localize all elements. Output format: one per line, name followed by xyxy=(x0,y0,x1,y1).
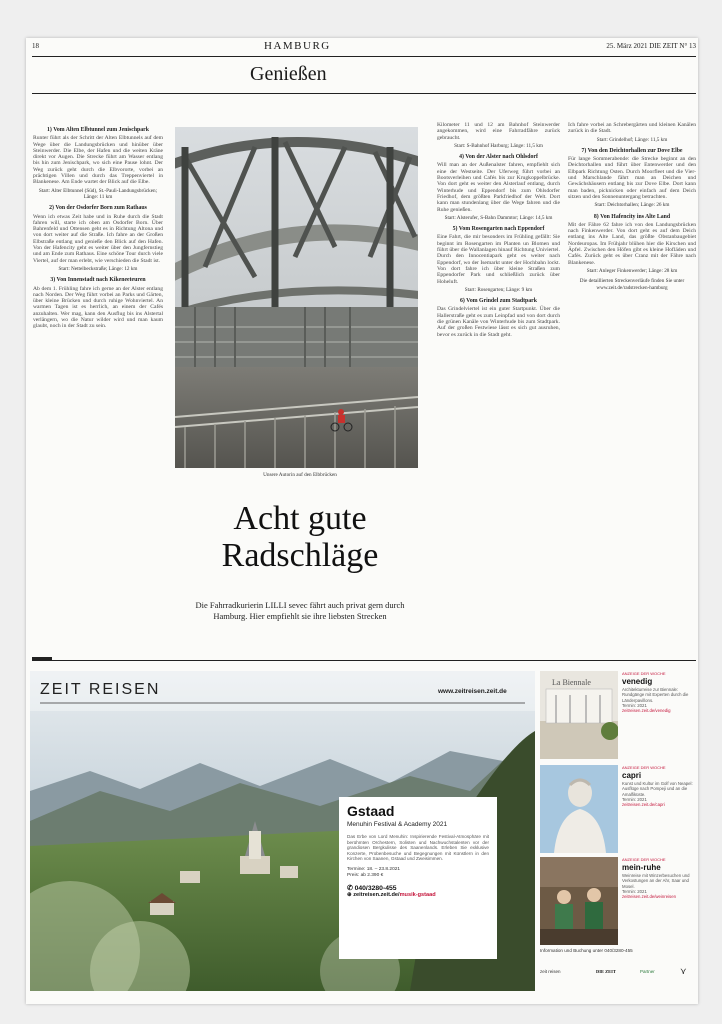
route-heading: 7) Von den Deichtorhallen zur Dove Elbe xyxy=(581,147,683,154)
side-ad-date: Termin: 2021 xyxy=(622,888,647,894)
page-number: 18 xyxy=(32,42,39,50)
ad-web-link[interactable] xyxy=(347,892,489,898)
route-heading: 8) Von Hafencity ins Alte Land xyxy=(593,213,671,220)
route-body: Eine Fahrt, die mir besonders im Frühling gefällt: Sie beginnt im Rosengarten im Planten un Blomen und führt über die Wallanlagen hinauf Richtung Univiertel. Durch den Innocentiapark geht es weiter nach Eppendorf, wo der Isemarkt unter der Hochbahn lockt. Von dort fahre ich über kleine Straßen zum Eppendorfer Park und schließlich zurück über Hoheluft. xyxy=(437,234,560,285)
article-column-1 xyxy=(33,122,163,652)
route-meta: Start: Alsterufer, S-Bahn Dammtor; Länge: 14,5 km xyxy=(444,214,553,221)
kicker-rule xyxy=(32,93,696,94)
side-ad-wine[interactable] xyxy=(622,857,696,945)
running-head xyxy=(32,42,696,54)
route-body: Das Grindelviertel ist ein guter Startpunkt. Über die Hallerstraße geht es zum Leinpfad und von dort durch die grünen Kanäle von Winterhude bis zum Stadtpark. Auf der großen Festwiese lässt es sich gut ausruhen, bevor es zurück in die Stadt geht. xyxy=(437,306,560,338)
route-body: Mit der Fähre 62 fahre ich von den Landungsbrücken nach Finkenwerder. Von dort geht es auf dem Deich entlang ins Alte Land, das größte Obstanbaugebiet Nordeuropas. Im Frühjahr blühen hier die Kirschen und Äpfel. Zwischen den Höfen gibt es kleine Hofläden und Cafés. Zurück geht es über Cranz mit der Fähre nach Blankenese. xyxy=(568,221,696,266)
route-heading: 2) Von der Osdorfer Born zum Rathaus xyxy=(49,205,147,212)
logo-zeit-reisen: zeit reisen xyxy=(540,969,561,974)
side-ad-body: Architekturreise zur Biennale: Rundgänge mit Experten durch die Länderpavillons. xyxy=(622,687,689,703)
ad-web-prefix: zeitreisen.zeit.de/ xyxy=(353,891,400,898)
route-heading: 3) Von Innenstadt nach Kikeneeteuren xyxy=(50,277,146,284)
zeit-reisen-logo: ZEIT REISEN xyxy=(40,681,161,698)
ad-title: Gstaad xyxy=(347,803,395,819)
ad-phone[interactable] xyxy=(347,884,489,892)
capri-ad-image xyxy=(540,765,618,853)
side-ad-footer: Information und Buchung unter 040/3280-455 xyxy=(540,948,633,953)
wine-ad-image xyxy=(540,857,618,945)
side-ad-title: capri xyxy=(622,771,642,781)
route-body: Runter führt als der Schritt der Alten Elbtunnels auf dem Wege über die Landungsbrücken und hinüber über Steinwerder. Die Elbe, der Hafen und die weiten Kräne direkt vor Augen. Die Strecke führt am Wasser entlang bis hin zum Jenischpark, wo sich eine Pause lohnt. Der Weg zurück geht durch die Elbvororte, vorbei an prächtigen Villen und durch das Treppenviertel in Blankenese. Am Ende wartet der Blick auf die Elbe. xyxy=(33,135,163,186)
side-ad-label: ANZEIGE DER WOCHE xyxy=(622,765,666,770)
ad-dates: Termine: 18. – 23.8.2021 Preis: ab 2.390 € xyxy=(347,866,401,878)
section-name: HAMBURG xyxy=(264,40,331,52)
photo-caption: Unsere Autorin auf den Elbbrücken xyxy=(263,472,337,478)
side-ad-date: Termin: 2021 xyxy=(622,702,647,708)
article-column-4 xyxy=(437,122,560,642)
svg-text:La Biennale: La Biennale xyxy=(552,678,591,687)
ad-offer-box xyxy=(339,797,497,959)
bridge-photo xyxy=(175,127,418,468)
side-ad-link[interactable]: zeitreisen.zeit.de/venedig xyxy=(622,708,671,714)
route-heading: 6) Vom Grindel zum Stadtpark xyxy=(460,298,537,305)
route-heading: 4) Von der Alster nach Ohlsdorf xyxy=(459,154,538,161)
globe-icon: ⊕ xyxy=(347,891,354,898)
route-meta: Start: Rosengarten; Länge: 9 km xyxy=(464,286,533,293)
route-meta: Start: Nettelbeckstraße; Länge: 12 km xyxy=(58,265,138,272)
side-ad-body: Kunst und Kultur im Golf von Neapel: Ausflüge nach Pompeji und an die Amalfiküste. xyxy=(622,781,693,797)
ad-web-suffix: musik-gstaad xyxy=(399,891,436,898)
route-body: Für lange Sommerabende: die Strecke beginnt an den Deichtorhallen und führt über Entenwerder und den Elbpark Richtung Osten. Durch Moorfleet und die Vier- und Marschlande fährt man an Deichen und Gewächshäusern entlang bis zur Dove Elbe. Dort kann man baden, picknicken oder einfach auf dem Deich sitzen und den Sonnenuntergang betrachten. xyxy=(568,156,696,200)
side-ad-title: venedig xyxy=(622,677,653,687)
ad-body: Das Erbe von Lord Menuhin: Inspirierende Festival-Atmosphäre mit berühmten Orchestern, Solisten und Nachwuchstalenten vor der grandiosen Bergkulisse des Saanenlands. Erleben Sie exklusive Konzerte, Probenbesuche und Begegnungen mit Künstlern in den Kirchen von Saanen, Gstaad und Zweisimmen. xyxy=(347,834,489,862)
ad-url[interactable]: www.zeitreisen.zeit.de xyxy=(438,688,507,695)
ad-phone-number: 040/3280-455 xyxy=(354,884,397,892)
venedig-ad-image xyxy=(540,671,618,759)
side-ad-label: ANZEIGE DER WOCHE xyxy=(622,857,666,862)
route-body: Will man an der Außenalster fahren, empfiehlt sich eine der Westseite. Der Uferweg führt vorbei an Bootsverleihen und Cafés bis zur Krugkoppelbrücke. Von dort geht es weiter den Alsterlauf entlang, durch Winterhude und Eppendorf bis zum Ohlsdorfer Friedhof, dem größten Parkfriedhof der Welt. Dort kann man stundenlang über die Wege fahren und die Ruhe genießen. xyxy=(437,162,560,213)
head-rule xyxy=(32,56,696,57)
route-meta: Start: Alter Elbtunnel (Süd), St.-Pauli-Landungsbrücken; Länge: 11 km xyxy=(38,187,158,200)
route-meta: Start: Anleger Finkenwerder; Länge: 28 km xyxy=(586,267,678,274)
headline-line-2: Radschläge xyxy=(221,537,379,574)
headline-line-1: Acht gute xyxy=(233,500,367,537)
route-heading: 5) Vom Rosengarten nach Eppendorf xyxy=(452,226,545,233)
logo-die-zeit: DIE ZEIT xyxy=(596,969,616,974)
side-ad-title: mein-ruhe xyxy=(622,863,661,873)
logo-partner: Partner xyxy=(640,969,655,974)
route-heading: 1) Vom Alten Elbtunnel zum Jenischpark xyxy=(47,127,149,133)
route-body: Ich fahre vorbei an Schrebergärten und kleinen Kanälen zurück in die Stadt. xyxy=(568,122,696,135)
headline xyxy=(170,500,430,574)
side-ad-capri[interactable] xyxy=(622,765,696,853)
side-ad-link[interactable]: zeitreisen.zeit.de/capri xyxy=(622,802,665,808)
phone-icon: ✆ xyxy=(347,884,355,892)
route-meta: Start: S-Bahnhof Harburg; Länge: 11,5 km xyxy=(454,142,543,149)
section-kicker: Genießen xyxy=(250,63,327,85)
ad-subtitle: Menuhin Festival & Academy 2021 xyxy=(347,821,448,828)
issue-date: 25. März 2021 DIE ZEIT N° 13 xyxy=(606,42,696,50)
route-body: Ab dem 1. Frühling fahre ich gerne an der Alster entlang nach Norden. Der Weg führt vorbei an Parks und Gärten, über kleine Brücken und durch ruhige Wohnviertel. An warmen Tagen ist es herrlich, an einem der Cafés anzuhalten. Wer mag, kann den Ausflug bis ins Alstertal verlängern, wo die Natur wilder wird und man kaum glaubt, noch in der Stadt zu sein. xyxy=(33,285,163,330)
page-bottom-rule xyxy=(32,660,696,661)
side-ad-label: ANZEIGE DER WOCHE xyxy=(622,671,666,676)
side-ad-body: Weinreise mit Winzerbesuchen und Verkostungen an der Ahr, Saar und Mosel. xyxy=(622,873,690,889)
route-body: Wenn ich etwas Zeit habe und in Ruhe durch die Stadt fahren will, starte ich oben am Osdorfer Born. Über Bahrenfeld und Ottensen geht es in Richtung Altona und von dort weiter auf die Straße. Ich fahre an der Großen Elbstraße entlang und genieße den Blick auf den Hafen. Von der Hafencity geht es weiter über den Jungfernstieg und am Ende zum Rathaus. Eine schöne Tour durch viele Viertel, auf der man erlebt, wie verschieden die Stadt ist. xyxy=(33,213,163,264)
route-meta: Start: Grindelhof; Länge: 11,5 km xyxy=(596,136,668,143)
article-column-5 xyxy=(568,122,696,642)
side-ad-link[interactable]: zeitreisen.zeit.de/weinreisen xyxy=(622,894,676,900)
side-ad-logos xyxy=(540,966,696,980)
route-body: Kilometer 11 und 12 am Bahnhof Steinwerder angekommen, wird eine Fahrradfähre zurück gebraucht. xyxy=(437,122,560,141)
side-ad-venedig[interactable] xyxy=(622,671,696,759)
route-footnote: Die detaillierten Streckenverläufe finden Sie unter www.zeit.de/radstrecken-hamburg xyxy=(579,278,685,291)
article-deck: Die Fahrradkurierin LILLI sevec fährt auch privat gern durch Hamburg. Hier empfiehlt sie ihre liebsten Strecken xyxy=(195,600,405,621)
side-ad-date: Termin: 2021 xyxy=(622,796,647,802)
bird-icon: ⋎ xyxy=(680,966,687,976)
route-meta: Start: Deichtorhallen; Länge: 26 km xyxy=(594,202,670,209)
